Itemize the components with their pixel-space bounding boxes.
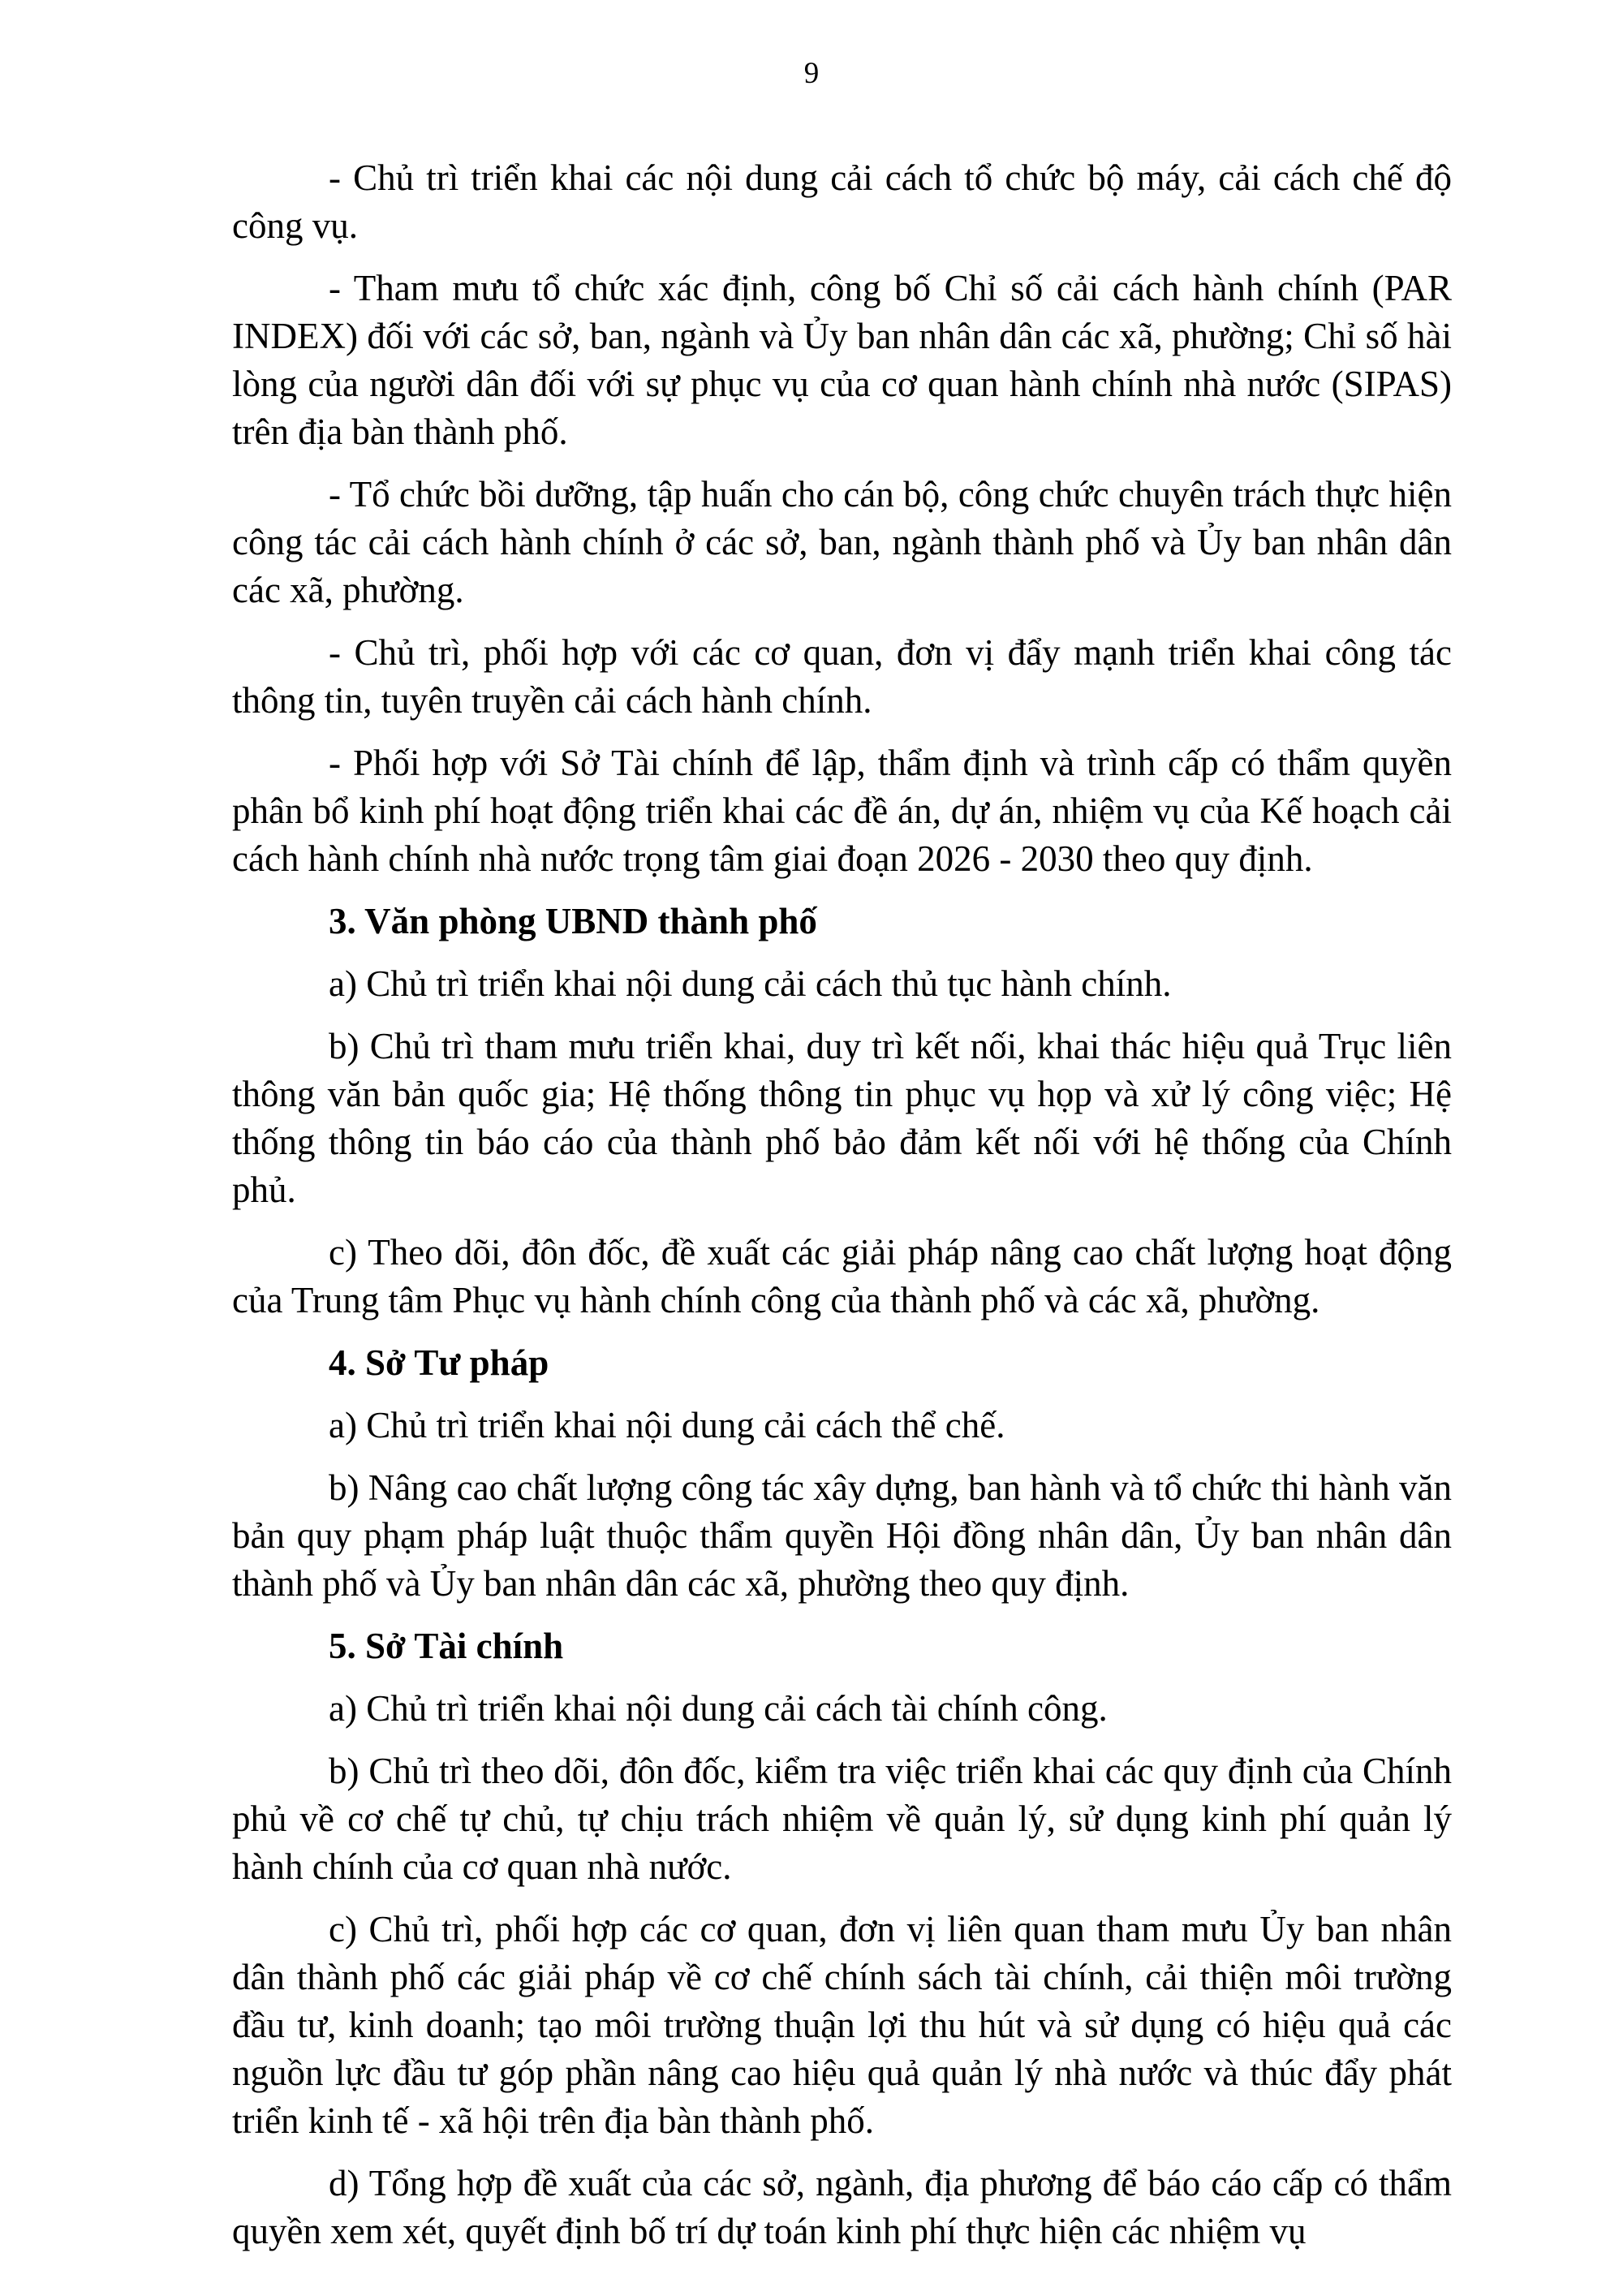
paragraph: b) Chủ trì theo dõi, đôn đốc, kiểm tra việc triển khai các quy định của Chính phủ về cơ chế tự chủ, tự chịu trách nhiệm về quản lý, sử dụng kinh phí quản lý hành chính của cơ quan nhà nước.	[232, 1751, 1452, 1887]
paragraph: b) Nâng cao chất lượng công tác xây dựng, ban hành và tổ chức thi hành văn bản quy phạm pháp luật thuộc thẩm quyền Hội đồng nhân dân, Ủy ban nhân dân thành phố và Ủy ban nhân dân các xã, phường theo quy định.	[232, 1467, 1452, 1604]
paragraph: a) Chủ trì triển khai nội dung cải cách thể chế.	[329, 1405, 1005, 1445]
paragraph: a) Chủ trì triển khai nội dung cải cách tài chính công.	[329, 1688, 1108, 1729]
paragraph: - Chủ trì, phối hợp với các cơ quan, đơn vị đẩy mạnh triển khai công tác thông tin, tuyên truyền cải cách hành chính.	[232, 632, 1452, 721]
paragraph: a) Chủ trì triển khai nội dung cải cách thủ tục hành chính.	[329, 963, 1172, 1004]
paragraph: - Tham mưu tổ chức xác định, công bố Chỉ số cải cách hành chính (PAR INDEX) đối với các sở, ban, ngành và Ủy ban nhân dân các xã, phường; Chỉ số hài lòng của người dân đối với sự phục vụ của cơ quan hành chính nhà nước (SIPAS) trên địa bàn thành phố.	[232, 268, 1452, 452]
section-heading: 5. Sở Tài chính	[329, 1626, 564, 1666]
paragraph: c) Chủ trì, phối hợp các cơ quan, đơn vị liên quan tham mưu Ủy ban nhân dân thành phố các giải pháp về cơ chế chính sách tài chính, cải thiện môi trường đầu tư, kinh doanh; tạo môi trường thuận lợi thu hút và sử dụng có hiệu quả các nguồn lực đầu tư góp phần nâng cao hiệu quả quản lý nhà nước và thúc đẩy phát triển kinh tế - xã hội trên địa bàn thành phố.	[232, 1909, 1452, 2141]
document-body	[232, 154, 1452, 2270]
paragraph: b) Chủ trì tham mưu triển khai, duy trì kết nối, khai thác hiệu quả Trục liên thông văn bản quốc gia; Hệ thống thông tin phục vụ họp và xử lý công việc; Hệ thống thông tin báo cáo của thành phố bảo đảm kết nối với hệ thống của Chính phủ.	[232, 1026, 1452, 1210]
page-number: 9	[803, 57, 820, 90]
paragraph: - Tổ chức bồi dưỡng, tập huấn cho cán bộ, công chức chuyên trách thực hiện công tác cải cách hành chính ở các sở, ban, ngành thành phố và Ủy ban nhân dân các xã, phường.	[232, 474, 1452, 610]
paragraph: d) Tổng hợp đề xuất của các sở, ngành, địa phương để báo cáo cấp có thẩm quyền xem xét, quyết định bố trí dự toán kinh phí thực hiện các nhiệm vụ	[232, 2163, 1452, 2251]
paragraph: c) Theo dõi, đôn đốc, đề xuất các giải pháp nâng cao chất lượng hoạt động của Trung tâm Phục vụ hành chính công của thành phố và các xã, phường.	[232, 1232, 1452, 1320]
paragraph: - Phối hợp với Sở Tài chính để lập, thẩm định và trình cấp có thẩm quyền phân bổ kinh phí hoạt động triển khai các đề án, dự án, nhiệm vụ của Kế hoạch cải cách hành chính nhà nước trọng tâm giai đoạn 2026 - 2030 theo quy định.	[232, 743, 1452, 879]
paragraph: - Chủ trì triển khai các nội dung cải cách tổ chức bộ máy, cải cách chế độ công vụ.	[232, 157, 1452, 246]
section-heading: 4. Sở Tư pháp	[329, 1342, 549, 1383]
section-heading: 3. Văn phòng UBND thành phố	[329, 901, 817, 941]
